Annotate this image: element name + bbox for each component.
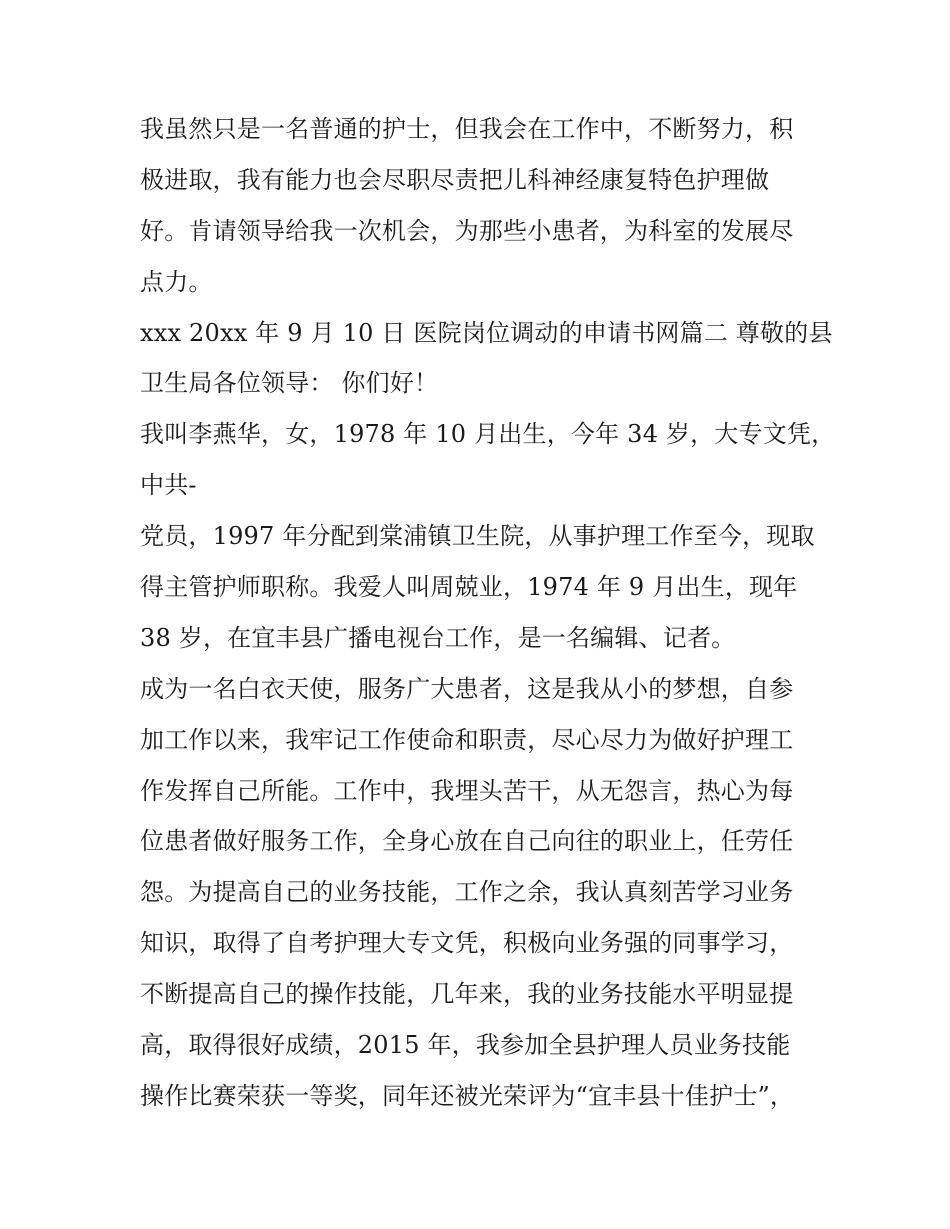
- text-line: 党员，1997 年分配到棠浦镇卫生院，从事护理工作至今，现取: [140, 522, 815, 551]
- text-line: 我叫李燕华，女，1978 年 10 月出生，今年 34 岁，大专文凭，: [140, 420, 836, 449]
- text-line: 知识，取得了自考护理大专文凭，积极向业务强的同事学习，: [140, 929, 794, 958]
- text-line: 成为一名白衣天使，服务广大患者，这是我从小的梦想，自参: [140, 674, 794, 703]
- text-line: 点力。: [140, 267, 213, 296]
- text-line: 中共-: [140, 471, 197, 500]
- document-body: [140, 104, 836, 1122]
- text-line: 作发挥自己所能。工作中，我埋头苦干，从无怨言，热心为每: [140, 776, 794, 805]
- text-line: 怨。为提高自己的业务技能，工作之余，我认真刻苦学习业务: [140, 878, 794, 907]
- text-line: 我虽然只是一名普通的护士，但我会在工作中，不断努力，积: [140, 115, 794, 143]
- text-line: 操作比赛荣获一等奖，同年还被光荣评为“宜丰县十佳护士”，: [140, 1081, 795, 1110]
- text-line: 卫生局各位领导： 你们好！: [140, 369, 439, 398]
- text-line: 位患者做好服务工作，全身心放在自己向往的职业上，任劳任: [140, 827, 794, 856]
- text-line: 高，取得很好成绩，2015 年，我参加全县护理人员业务技能: [140, 1031, 791, 1060]
- text-line: 加工作以来，我牢记工作使命和职责，尽心尽力为做好护理工: [140, 725, 794, 754]
- text-line: 不断提高自己的操作技能，几年来，我的业务技能水平明显提: [140, 980, 794, 1009]
- text-line: xxx 20xx 年 9 月 10 日 医院岗位调动的申请书网篇二 尊敬的县: [140, 318, 833, 347]
- text-line: 38 岁，在宜丰县广播电视台工作，是一名编辑、记者。: [140, 623, 736, 652]
- text-line: 得主管护师职称。我爱人叫周兢业，1974 年 9 月出生，现年: [140, 573, 798, 602]
- text-line: 极进取，我有能力也会尽职尽责把儿科神经康复特色护理做: [140, 165, 770, 194]
- text-line: 好。肯请领导给我一次机会，为那些小患者，为科室的发展尽: [140, 216, 794, 245]
